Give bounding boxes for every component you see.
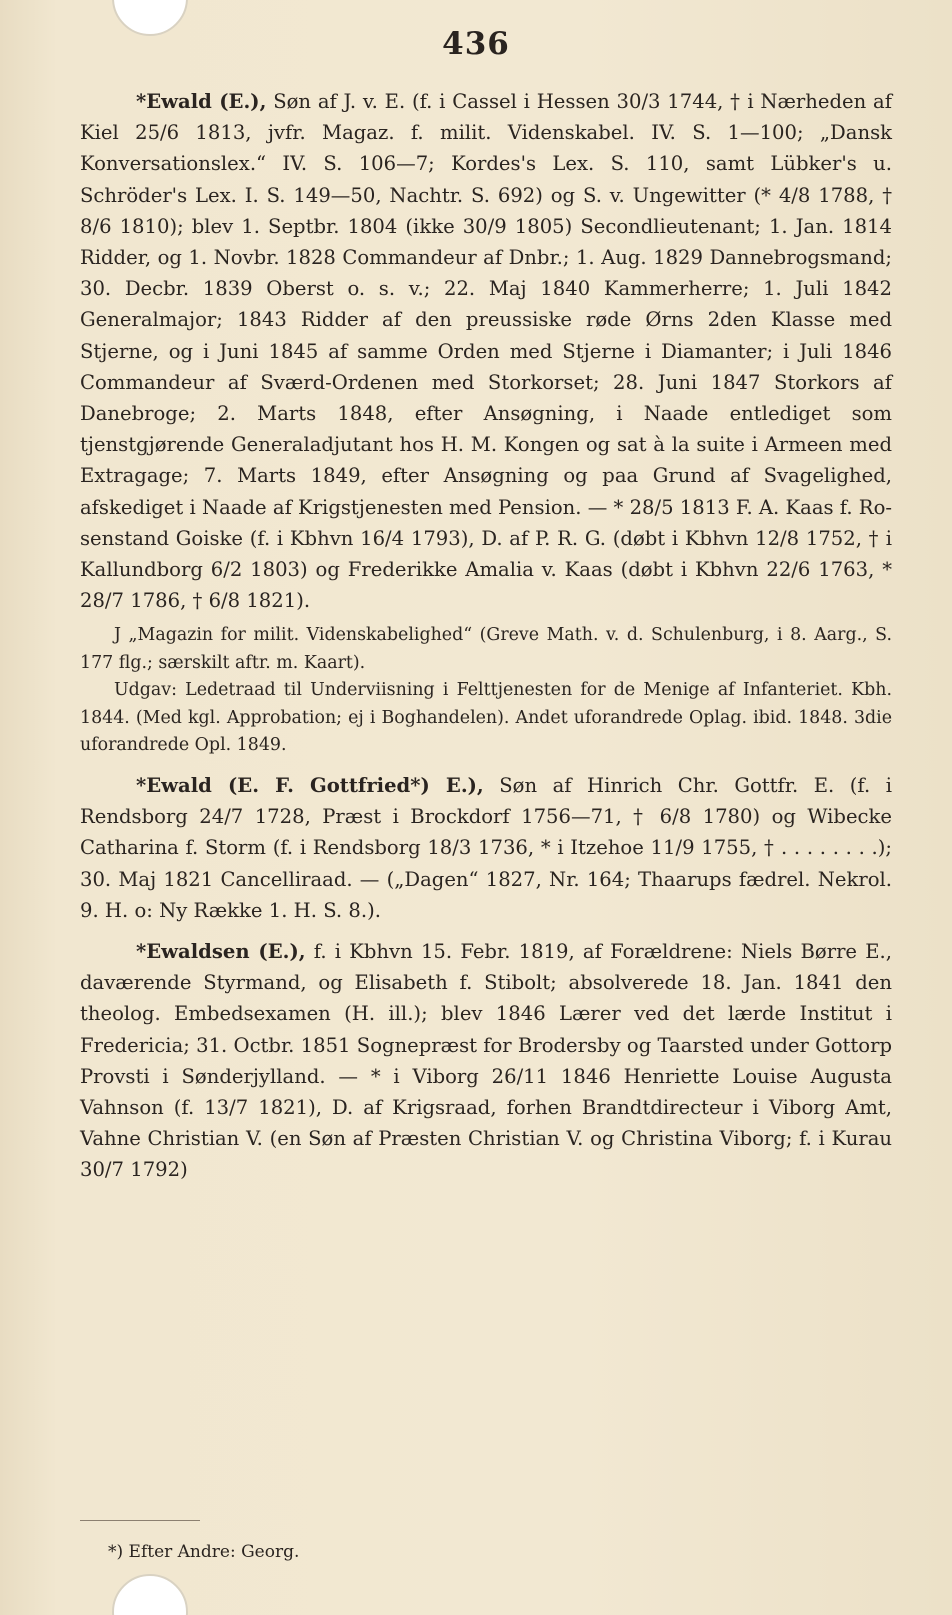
entry-note: J „Magazin for milit. Videnskabelighed“ (Greve Math. v. d. Schulenburg, i 8. Aarg., S. 177 flg.; særskilt aftr. m. Kaart). <box>80 625 892 673</box>
entry-ewald-1 <box>80 86 892 760</box>
entry-headword: *Ewaldsen (E.), <box>136 939 306 963</box>
binder-hole-bottom <box>112 1574 188 1615</box>
entry-ewaldsen <box>80 936 892 1186</box>
entry-paragraph <box>80 86 892 616</box>
footnote: *) Efter Andre: Georg. <box>108 1542 300 1562</box>
entry-headword: *Ewald (E. F. Gottfried*) E.), <box>136 773 484 797</box>
entry-ewald-2 <box>80 770 892 926</box>
footnote-rule <box>80 1520 200 1521</box>
entry-text: Søn af J. v. E. (f. i Cassel i Hessen 30/3 1744, † i Nærheden af Kiel 25/6 1813, jvfr. Magaz. f. milit. Videnskabel. IV. S. 1—100; „Dansk Konversationslex.“ IV. S. 106—7; Kordes's Lex. S. 110, samt Lübker's u. Schröder's Lex. I. S. 149—50, Nachtr. S. 692) og S. v. Ungewitter (* 4/8 1788, † 8/6 1810); blev 1. Septbr. 1804 (ikke 30/9 1805) Secondlieutenant; 1. Jan. 1814 Ridder, og 1. Novbr. 1828 Commandeur af Dnbr.; 1. Aug. 1829 Dannebrogsmand; 30. Decbr. 1839 Oberst o. s. v.; 22. Maj 1840 Kammerherre; 1. Juli 1842 Generalmajor; 1843 Ridder af den preussiske røde Ørns 2den Klasse med Stjerne, og i Juni 1845 af samme Orden med Stjerne i Diamanter; i Juli 1846 Commandeur af Sværd-Ordenen med Storkorset; 28. Juni 1847 Storkors af Danebroge; 2. Marts 1848, efter Ansøgning, i Naade entlediget som tjenstgjørende Generaladjutant hos H. M. Kongen og sat à la suite i Armeen med Extragage; 7. Marts 1849, efter Ansøgning og paa Grund af Svagelighed, afskediget i Naade af Krigstjenesten med Pension. — * 28/5 1813 F. A. Kaas f. Rosenstand Goiske (f. i Kbhvn 16/4 1793), D. af P. R. G. (døbt i Kbhvn 12/8 1752, † i Kallundborg 6/2 1803) og Frederikke Amalia v. Kaas (døbt i Kbhvn 22/6 1763, * 28/7 1786, † 6/8 1821). <box>80 90 892 613</box>
entry-text: f. i Kbhvn 15. Febr. 1819, af Forældrene: Niels Børre E., daværende Styrmand, og Elisabeth f. Stibolt; absolverede 18. Jan. 1841 den theolog. Embedsexamen (H. ill.); blev 1846 Lærer ved det lærde Institut i Fredericia; 31. Octbr. 1851 Sognepræst for Brodersby og Taarsted under Gottorp Provsti i Sønderjylland. — * i Viborg 26/11 1846 Henriette Louise Augusta Vahnson (f. 13/7 1821), D. af Krigsraad, forhen Brandtdirecteur i Viborg Amt, Vahne Christian V. (en Søn af Præsten Christian V. og Christina Viborg; f. i Kurau 30/7 1792) <box>80 939 892 1182</box>
page-body <box>80 86 892 1186</box>
entry-paragraph <box>80 936 892 1186</box>
entry-paragraph <box>80 770 892 926</box>
entry-headword: *Ewald (E.), <box>136 90 267 113</box>
entry-text: Søn af Hinrich Chr. Gottfr. E. (f. i Rendsborg 24/7 1728, Præst i Brockdorf 1756—71, † 6/8 1780) og Wibecke Catharina f. Storm (f. i Rendsborg 18/3 1736, * i Itzehoe 11/9 1755, † . . . . . . . .); 30. Maj 1821 Cancelliraad. — („Dagen“ 1827, Nr. 164; Thaarups fædrel. Nekrol. 9. H. o: Ny Række 1. H. S. 8.). <box>80 773 892 922</box>
page-number: 436 <box>442 26 510 62</box>
entry-note: Udgav: Ledetraad til Underviisning i Felttjenesten for de Menige af Infanteriet. Kbh. 1844. (Med kgl. Approbation; ej i Boghandelen). Andet uforandrede Oplag. ibid. 1848. 3die uforandrede Opl. 1849. <box>80 680 892 756</box>
